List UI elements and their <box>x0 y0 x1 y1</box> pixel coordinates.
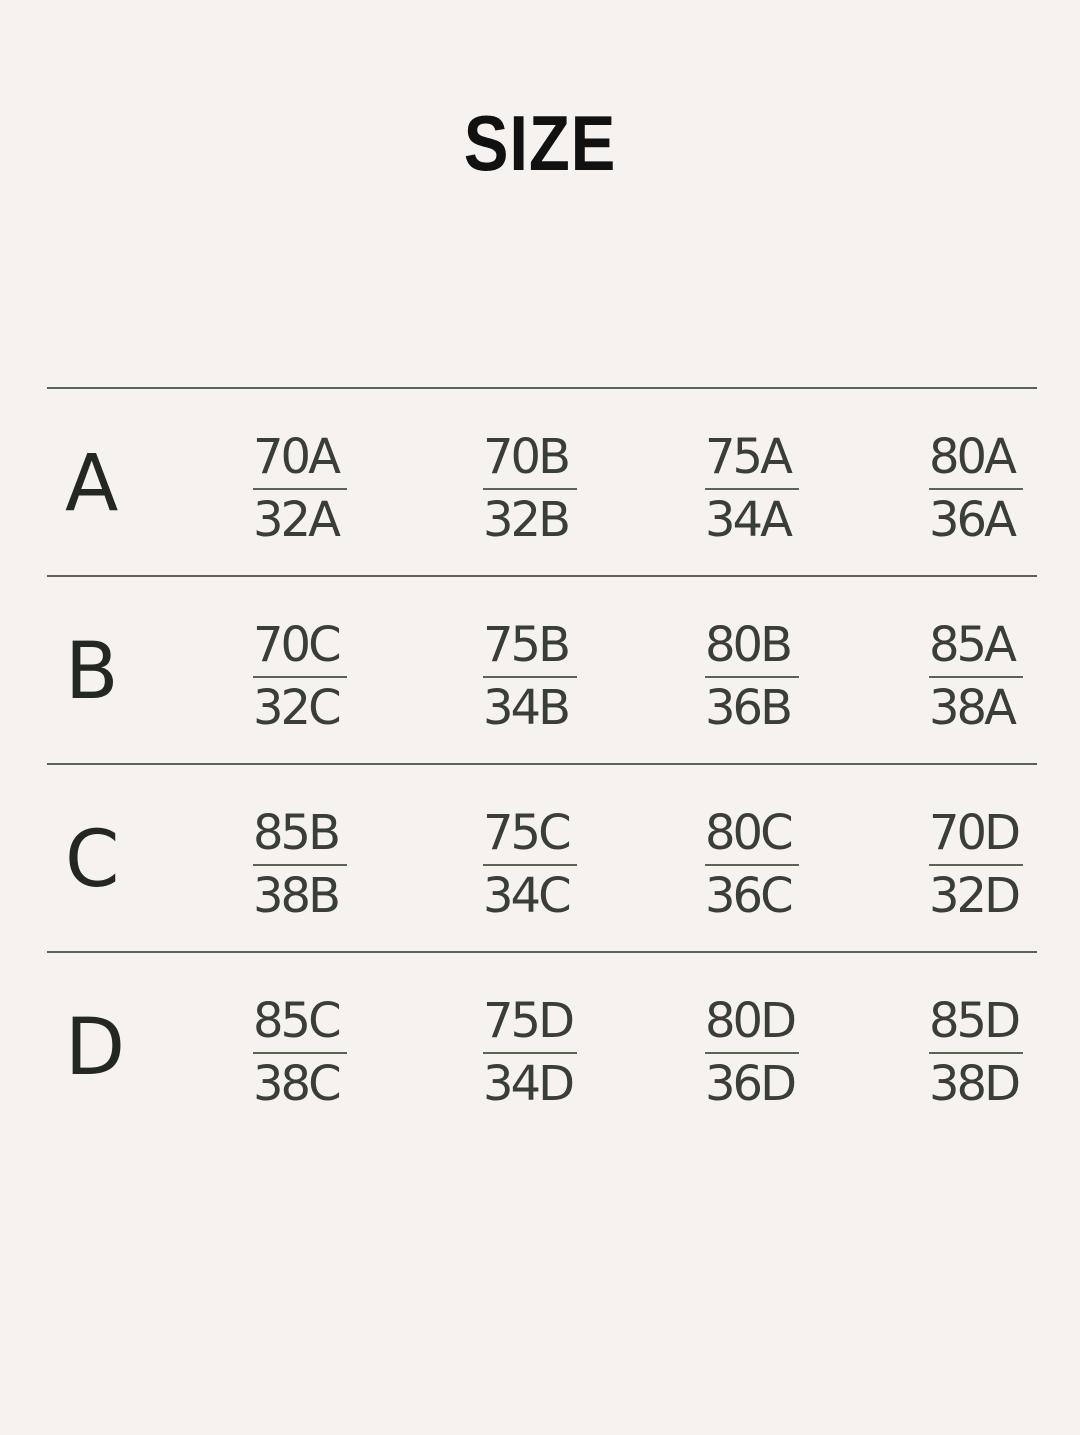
fraction-line <box>483 864 577 866</box>
fraction-line <box>705 676 799 678</box>
size-row-d <box>47 953 1037 1139</box>
size-cell <box>929 429 1049 548</box>
fraction-line <box>705 864 799 866</box>
size-us: 34B <box>483 680 569 736</box>
row-label: C <box>65 815 120 905</box>
fraction-line <box>253 488 347 490</box>
size-eu: 80D <box>705 993 795 1049</box>
size-us: 38A <box>929 680 1014 736</box>
size-eu: 85D <box>929 993 1019 1049</box>
fraction-line <box>253 676 347 678</box>
size-cell <box>253 993 373 1112</box>
fraction-line <box>483 1052 577 1054</box>
fraction-line <box>929 488 1023 490</box>
size-us: 36C <box>705 868 791 924</box>
size-cell <box>705 429 825 548</box>
fraction-line <box>705 488 799 490</box>
size-us: 36D <box>705 1056 795 1112</box>
size-cell <box>483 805 603 924</box>
size-eu: 80B <box>705 617 791 673</box>
size-eu: 85B <box>253 805 339 861</box>
size-us: 34A <box>705 492 790 548</box>
size-eu: 85A <box>929 617 1014 673</box>
size-cell <box>253 805 373 924</box>
row-label: B <box>65 627 119 717</box>
size-eu: 70A <box>253 429 338 485</box>
size-cell <box>483 429 603 548</box>
size-us: 36A <box>929 492 1014 548</box>
size-cell <box>705 617 825 736</box>
fraction-line <box>483 488 577 490</box>
size-us: 38D <box>929 1056 1019 1112</box>
size-eu: 70C <box>253 617 339 673</box>
fraction-line <box>483 676 577 678</box>
size-eu: 75C <box>483 805 569 861</box>
size-eu: 85C <box>253 993 339 1049</box>
size-cell <box>929 993 1049 1112</box>
size-eu: 75D <box>483 993 573 1049</box>
size-eu: 80A <box>929 429 1014 485</box>
size-row-c <box>47 765 1037 951</box>
size-table <box>47 387 1037 1139</box>
size-cell <box>705 805 825 924</box>
fraction-line <box>253 1052 347 1054</box>
size-cell <box>929 805 1049 924</box>
row-label: A <box>65 439 119 529</box>
row-label: D <box>65 1003 126 1093</box>
size-us: 34C <box>483 868 569 924</box>
size-cell <box>929 617 1049 736</box>
size-us: 38C <box>253 1056 339 1112</box>
size-us: 32B <box>483 492 569 548</box>
fraction-line <box>705 1052 799 1054</box>
fraction-line <box>929 676 1023 678</box>
size-us: 34D <box>483 1056 573 1112</box>
size-eu: 75A <box>705 429 790 485</box>
size-us: 38B <box>253 868 339 924</box>
size-eu: 80C <box>705 805 791 861</box>
size-cell <box>483 993 603 1112</box>
fraction-line <box>253 864 347 866</box>
size-cell <box>483 617 603 736</box>
size-us: 36B <box>705 680 791 736</box>
size-cell <box>705 993 825 1112</box>
fraction-line <box>929 1052 1023 1054</box>
size-eu: 70B <box>483 429 569 485</box>
page-title: SIZE <box>463 99 617 187</box>
size-eu: 70D <box>929 805 1019 861</box>
size-cell <box>253 617 373 736</box>
size-us: 32C <box>253 680 339 736</box>
size-eu: 75B <box>483 617 569 673</box>
size-cell <box>253 429 373 548</box>
size-us: 32D <box>929 868 1019 924</box>
size-row-a <box>47 389 1037 575</box>
size-row-b <box>47 577 1037 763</box>
fraction-line <box>929 864 1023 866</box>
size-us: 32A <box>253 492 338 548</box>
